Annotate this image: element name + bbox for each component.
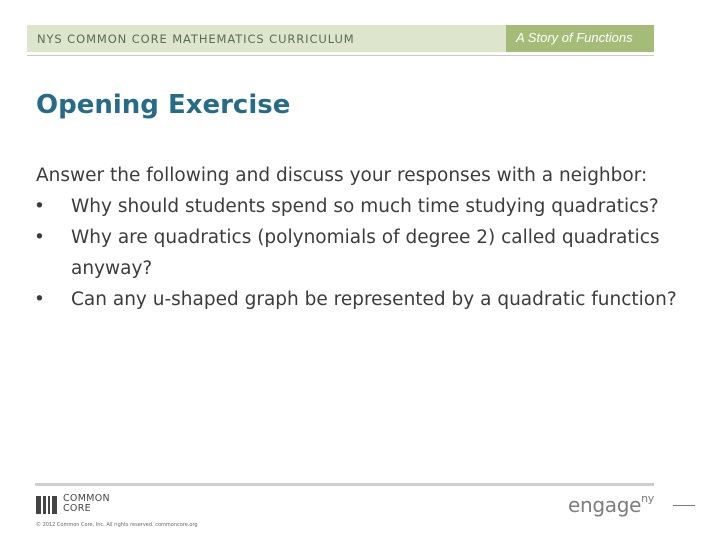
intro-text: Answer the following and discuss your responses with a neighbor: — [36, 165, 648, 186]
engageny-logo — [568, 492, 654, 517]
list-item — [36, 191, 696, 222]
brand-text: engage — [568, 493, 642, 517]
common-core-logo-text: COMMON CORE — [63, 493, 110, 514]
bullet-icon: • — [34, 227, 45, 248]
question-text: Can any u-shaped graph be represented by a quadratic function? — [71, 289, 677, 310]
module-label: A Story of Functions — [516, 30, 633, 45]
slide-title: Opening Exercise — [36, 90, 291, 120]
copyright-notice: © 2012 Common Core, Inc. All rights reserved. commoncore.org — [36, 522, 198, 528]
bullet-icon: • — [34, 289, 45, 310]
header-divider — [27, 55, 654, 56]
brand-superscript: ny — [641, 492, 655, 505]
footer-divider — [35, 483, 654, 486]
question-text: Why are quadratics (polynomials of degree 2) called quadratics anyway? — [71, 227, 660, 279]
bullet-icon: • — [34, 196, 45, 217]
question-list — [36, 191, 696, 315]
footer-dash — [673, 505, 695, 506]
list-item — [36, 284, 696, 315]
slide-body — [36, 160, 696, 315]
common-core-logo-icon — [36, 496, 60, 514]
curriculum-label: NYS COMMON CORE MATHEMATICS CURRICULUM — [37, 32, 355, 46]
question-text: Why should students spend so much time studying quadratics? — [71, 196, 659, 217]
list-item — [36, 222, 696, 284]
